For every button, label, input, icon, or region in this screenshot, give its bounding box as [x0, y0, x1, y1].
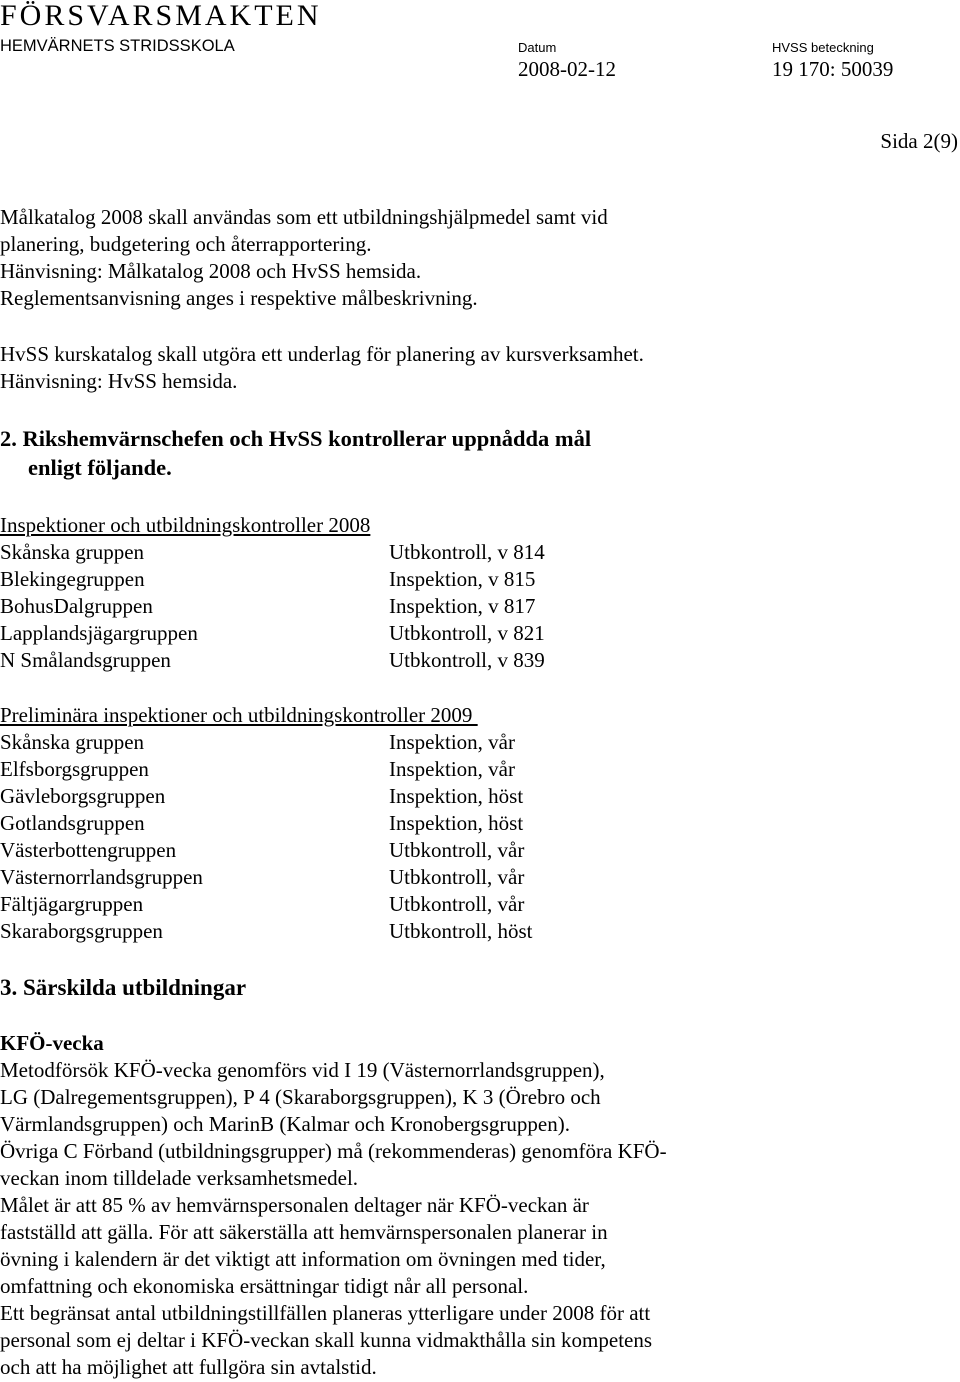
activity: Inspektion, v 817 [389, 594, 536, 618]
group-name: Skånska gruppen [0, 730, 145, 754]
table-row [0, 810, 533, 837]
group-name: Skånska gruppen [0, 540, 145, 564]
group-name: Gävleborgsgruppen [0, 784, 166, 808]
text-line: omfattning och ekonomiska ersättningar tidigt når all personal. [0, 1274, 529, 1298]
group-name: Gotlandsgruppen [0, 811, 145, 835]
text-line: Övriga C Förband (utbildningsgrupper) må (rekommenderas) genomföra KFÖ- [0, 1139, 667, 1163]
activity: Inspektion, vår [389, 757, 515, 781]
reference-label: HVSS beteckning [772, 40, 874, 55]
table-caption: Preliminära inspektioner och utbildningskontroller 2009 [0, 703, 478, 727]
text-line: HvSS kurskatalog skall utgöra ett underlag för planering av kursverksamhet. [0, 342, 644, 366]
text-line: Målet är att 85 % av hemvärnspersonalen deltager när KFÖ-veckan är [0, 1193, 589, 1217]
text-line: personal som ej deltar i KFÖ-veckan skall kunna vidmakthålla sin kompetens [0, 1328, 653, 1352]
table-row [0, 539, 545, 566]
activity: Utbkontroll, vår [389, 892, 525, 916]
activity: Utbkontroll, vår [389, 865, 525, 889]
table-row [0, 837, 533, 864]
text-line: Hänvisning: HvSS hemsida. [0, 369, 238, 393]
activity: Inspektion, v 815 [389, 567, 536, 591]
activity: Utbkontroll, v 821 [389, 621, 545, 645]
activity: Utbkontroll, v 814 [389, 540, 545, 564]
text-line: Hänvisning: Målkatalog 2008 och HvSS hemsida. [0, 259, 422, 283]
table-row [0, 647, 545, 674]
table-caption: Inspektioner och utbildningskontroller 2008 [0, 513, 371, 537]
activity: Utbkontroll, vår [389, 838, 525, 862]
text-line: Ett begränsat antal utbildningstillfällen planeras ytterligare under 2008 för att [0, 1301, 651, 1325]
text-line: LG (Dalregementsgruppen), P 4 (Skaraborgsgruppen), K 3 (Örebro och [0, 1085, 601, 1109]
catalog-paragraph [0, 341, 644, 395]
heading-line: 2. Rikshemvärnschefen och HvSS kontrollerar uppnådda mål [0, 426, 592, 451]
text-line: Målkatalog 2008 skall användas som ett utbildningshjälpmedel samt vid [0, 205, 608, 229]
kfo-subheading: KFÖ-vecka [0, 1031, 104, 1055]
table-row [0, 891, 533, 918]
table-row [0, 918, 533, 945]
heading-line: enligt följande. [28, 455, 172, 480]
section-3-heading: 3. Särskilda utbildningar [0, 975, 247, 1000]
text-line: Metodförsök KFÖ-vecka genomförs vid I 19 (Västernorrlandsgruppen), [0, 1058, 605, 1082]
reference-value: 19 170: 50039 [772, 57, 894, 81]
group-name: Lapplandsjägargruppen [0, 621, 198, 645]
activity: Utbkontroll, v 839 [389, 648, 545, 672]
table-row [0, 864, 533, 891]
group-name: Västernorrlandsgruppen [0, 865, 203, 889]
inspections-2009-table [0, 702, 533, 945]
text-line: fastställd att gälla. För att säkerställa att hemvärnspersonalen planerar in [0, 1220, 608, 1244]
table-row [0, 593, 545, 620]
kfo-paragraph [0, 1057, 667, 1381]
date-label: Datum [518, 40, 557, 55]
group-name: Västerbottengruppen [0, 838, 177, 862]
page-number: Sida 2(9) [880, 129, 958, 153]
text-line: veckan inom tilldelade verksamhetsmedel. [0, 1166, 359, 1190]
table-row [0, 783, 533, 810]
intro-paragraph [0, 204, 608, 312]
section-2-heading [0, 424, 591, 482]
activity: Inspektion, vår [389, 730, 515, 754]
group-name: Skaraborgsgruppen [0, 919, 163, 943]
table-row [0, 756, 533, 783]
unit-name: HEMVÄRNETS STRIDSSKOLA [0, 37, 235, 55]
group-name: Blekingegruppen [0, 567, 145, 591]
table-row [0, 729, 533, 756]
text-line: Reglementsanvisning anges i respektive målbeskrivning. [0, 286, 478, 310]
activity: Utbkontroll, höst [389, 919, 533, 943]
organization-name: FÖRSVARSMAKTEN [0, 0, 322, 32]
activity: Inspektion, höst [389, 811, 524, 835]
text-line: planering, budgetering och återrapportering. [0, 232, 372, 256]
table-row [0, 620, 545, 647]
group-name: Elfsborgsgruppen [0, 757, 149, 781]
text-line: övning i kalendern är det viktigt att information om övningen med tider, [0, 1247, 606, 1271]
text-line: Värmlandsgruppen) och MarinB (Kalmar och Kronobergsgruppen). [0, 1112, 570, 1136]
table-row [0, 566, 545, 593]
text-line: och att ha möjlighet att fullgöra sin avtalstid. [0, 1355, 377, 1379]
group-name: BohusDalgruppen [0, 594, 153, 618]
group-name: Fältjägargruppen [0, 892, 144, 916]
inspections-2008-table [0, 512, 545, 674]
activity: Inspektion, höst [389, 784, 524, 808]
date-value: 2008-02-12 [518, 57, 616, 81]
group-name: N Smålandsgruppen [0, 648, 171, 672]
